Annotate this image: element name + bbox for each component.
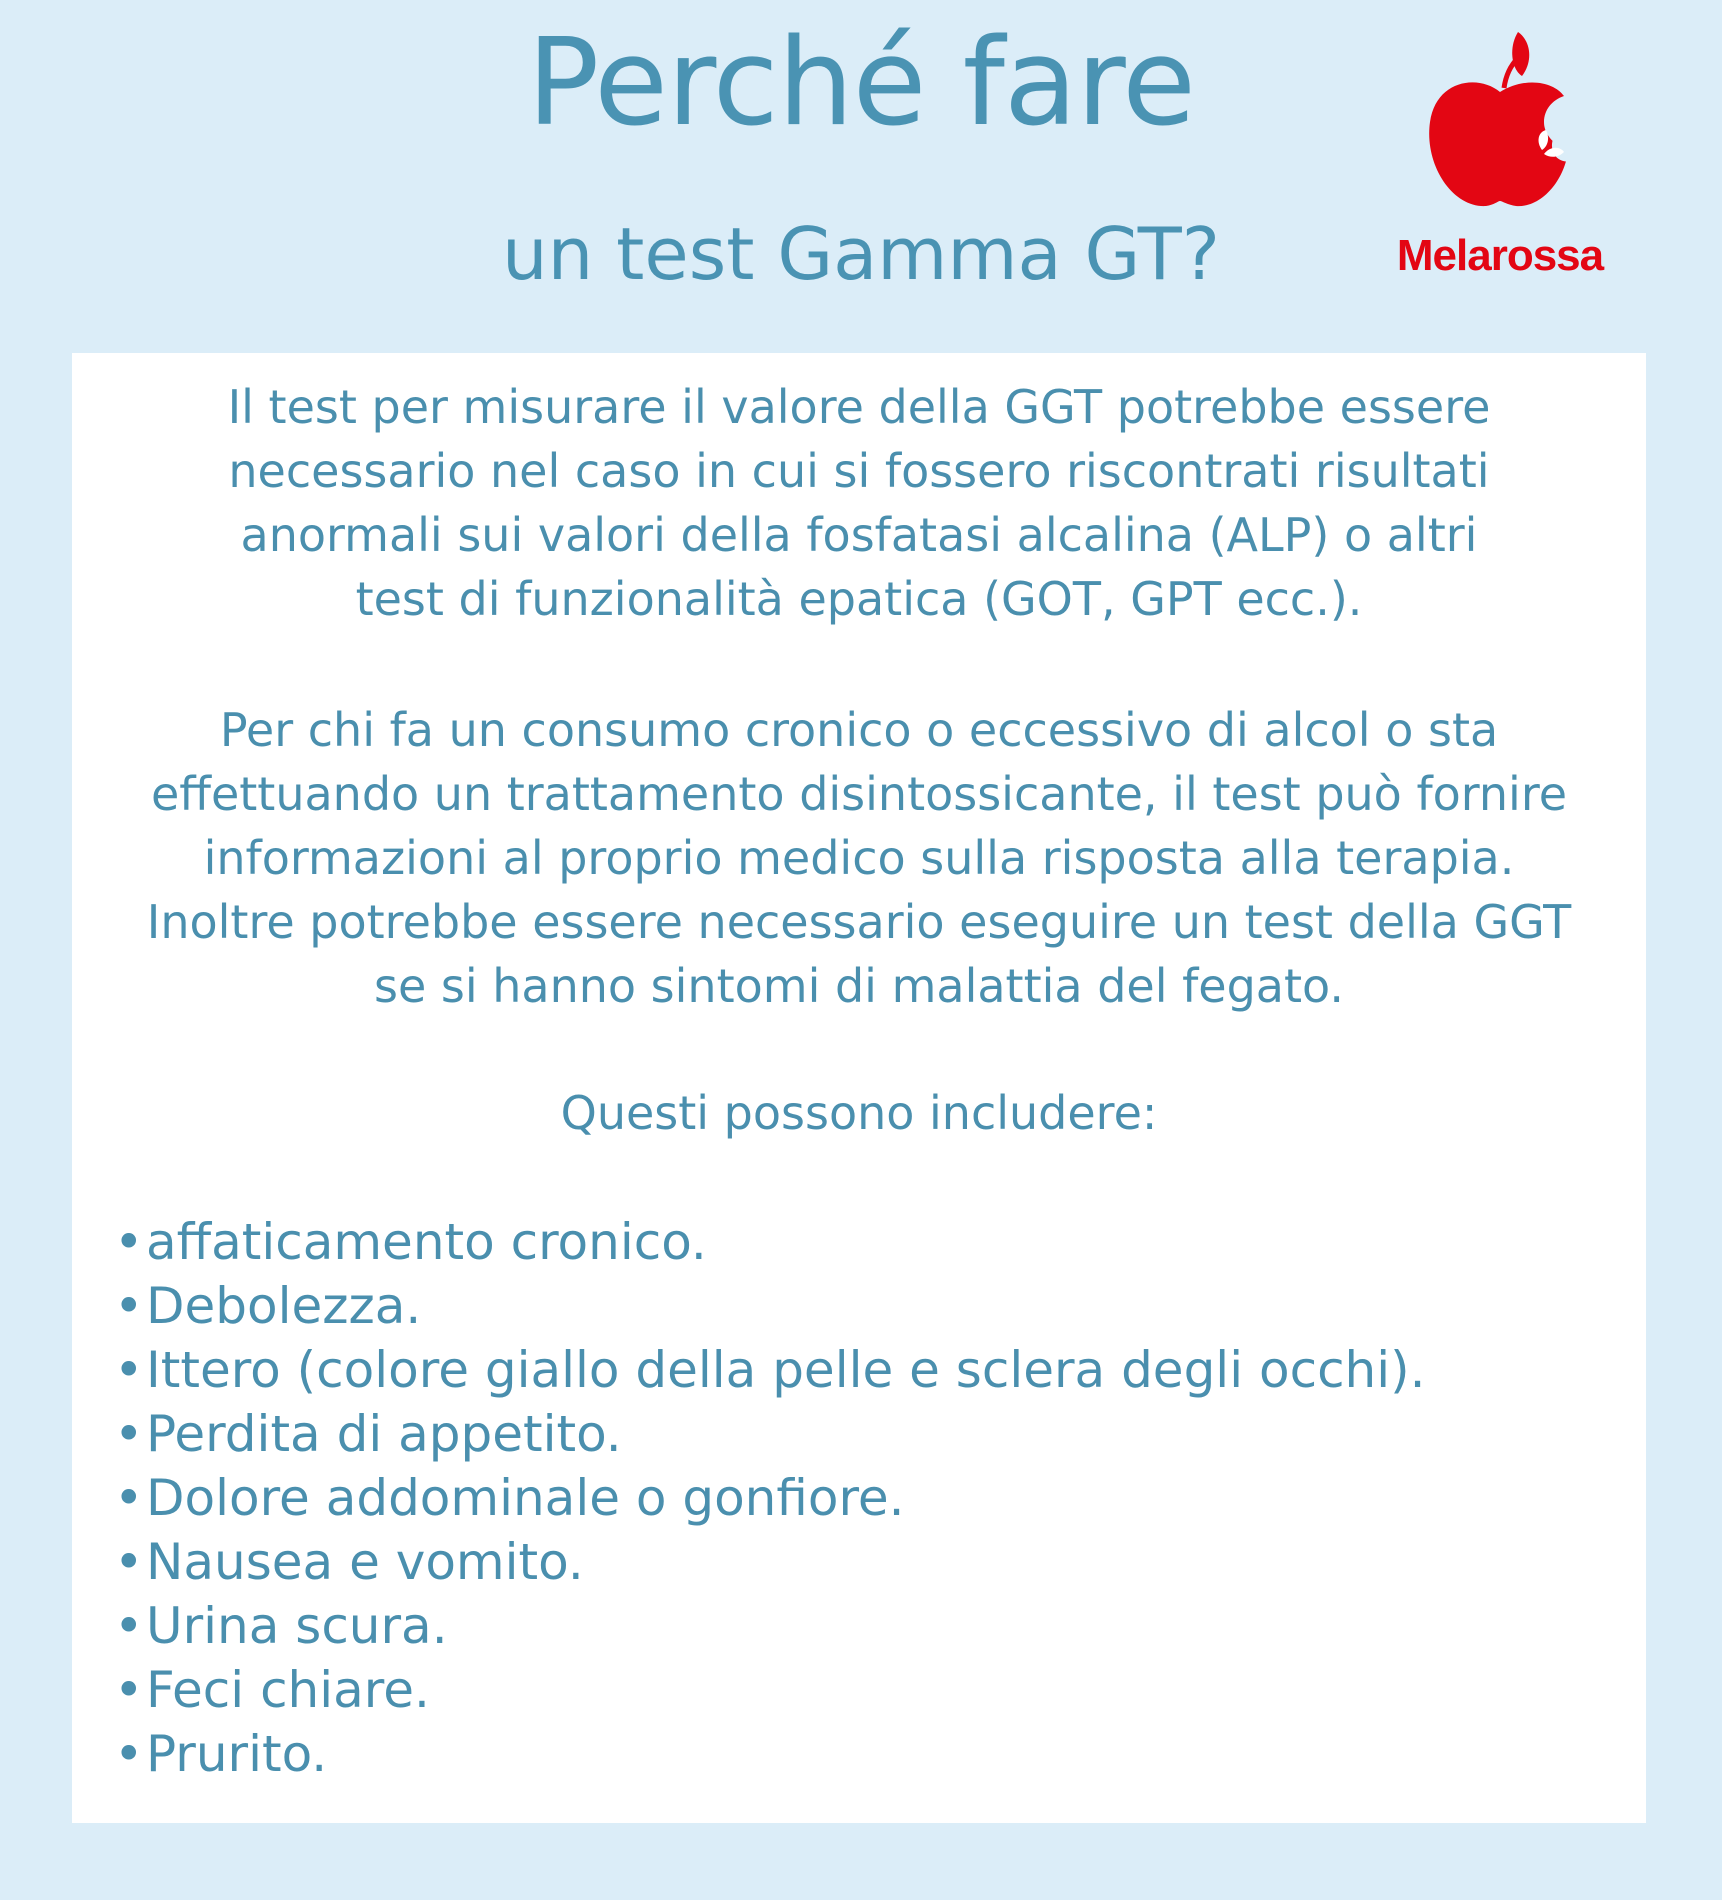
list-item xyxy=(112,1210,1426,1274)
brand-name: Melarossa xyxy=(1396,231,1604,280)
list-item xyxy=(112,1466,1426,1530)
list-item xyxy=(112,1530,1426,1594)
symptom-text: Ittero (colore giallo della pelle e sclera degli occhi). xyxy=(146,1341,1426,1399)
bullet-icon: • xyxy=(114,1405,144,1463)
list-item xyxy=(112,1402,1426,1466)
symptom-text: Feci chiare. xyxy=(146,1661,430,1719)
bullet-icon: • xyxy=(114,1597,144,1655)
bullet-icon: • xyxy=(114,1341,144,1399)
bullet-icon: • xyxy=(114,1533,144,1591)
symptom-text: Debolezza. xyxy=(146,1277,422,1335)
symptoms-list xyxy=(112,1210,1426,1786)
symptoms-intro: Questi possono includere: xyxy=(560,1086,1158,1140)
list-item xyxy=(112,1722,1426,1786)
symptom-text: Prurito. xyxy=(146,1725,328,1783)
bullet-icon: • xyxy=(114,1213,144,1271)
list-item xyxy=(112,1594,1426,1658)
page-title: Perché fare xyxy=(527,14,1195,153)
symptom-text: Nausea e vomito. xyxy=(146,1533,584,1591)
symptom-text: Urina scura. xyxy=(146,1597,448,1655)
list-item xyxy=(112,1658,1426,1722)
brand-logo xyxy=(1380,30,1620,280)
bullet-icon: • xyxy=(114,1725,144,1783)
symptom-text: Perdita di appetito. xyxy=(146,1405,622,1463)
bullet-icon: • xyxy=(114,1277,144,1335)
content-card xyxy=(72,353,1646,1823)
bullet-icon: • xyxy=(114,1661,144,1719)
paragraph-ggt-test: Il test per misurare il valore della GGT potrebbe essere necessario nel caso in cui si fossero riscontrati risultati anormali sui valori della fosfatasi alcalina (ALP) o altri test di funzionalità epatica (GOT, GPT ecc.). xyxy=(227,380,1491,626)
symptom-text: Dolore addominale o gonfiore. xyxy=(146,1469,905,1527)
symptom-text: affaticamento cronico. xyxy=(146,1213,707,1271)
paragraph-alcohol: Per chi fa un consumo cronico o eccessivo di alcol o sta effettuando un trattamento disintossicante, il test può fornire informazioni al proprio medico sulla risposta alla terapia. Inoltre potrebbe essere necessario eseguire un test della GGT se si hanno sintomi di malattia del fegato. xyxy=(146,703,1572,1013)
list-item xyxy=(112,1274,1426,1338)
bullet-icon: • xyxy=(114,1469,144,1527)
list-item xyxy=(112,1338,1426,1402)
apple-icon xyxy=(1426,30,1574,215)
page-subtitle: un test Gamma GT? xyxy=(502,212,1220,296)
